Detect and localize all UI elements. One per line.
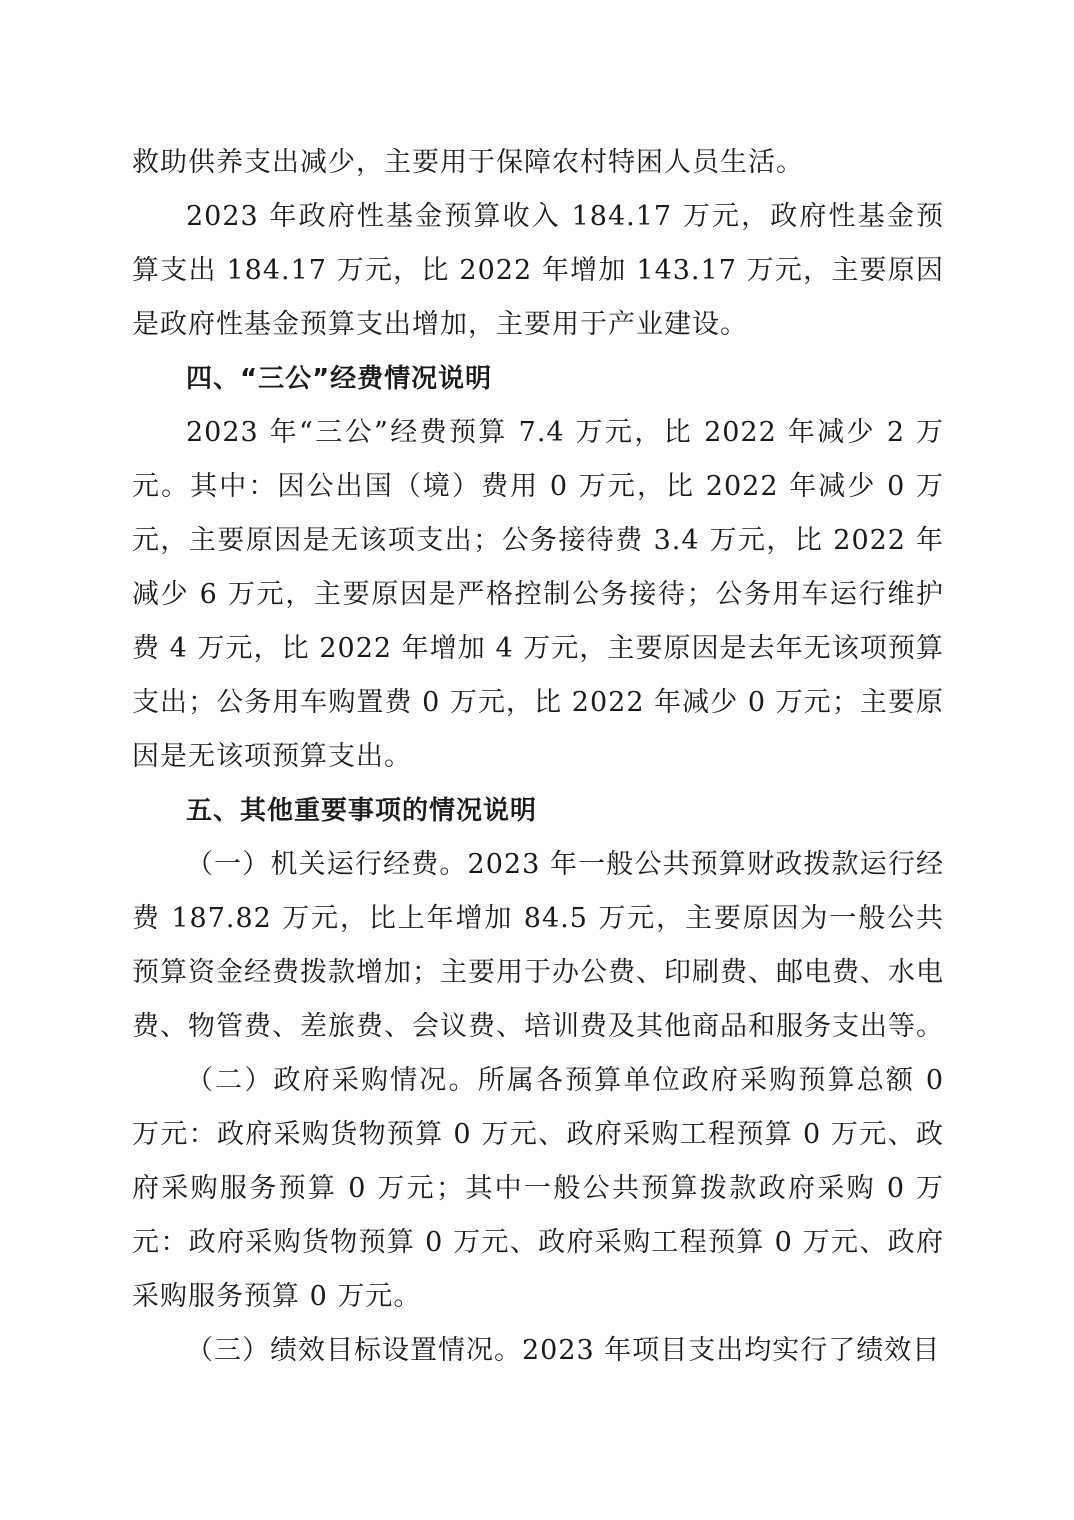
paragraph-performance-targets: （三）绩效目标设置情况。2023 年项目支出均实行了绩效目 xyxy=(186,1335,941,1366)
section-heading-other-matters: 五、其他重要事项的情况说明 xyxy=(186,796,538,826)
paragraph-government-procurement: （二）政府采购情况。所属各预算单位政府采购预算总额 0 万元：政府采购货物预算 0 万元、政府采购工程预算 0 万元、政府采购服务预算 0 万元；其中一般公共预算拨款政府采购 0 万元：政府采购货物预算 0 万元、政府采购工程预算 0 万元、政府采购服务预算 0 万元。 xyxy=(132,1065,944,1312)
paragraph-operating-expenses: （一）机关运行经费。2023 年一般公共预算财政拨款运行经费 187.82 万元，比上年增加 84.5 万元，主要原因为一般公共预算资金经费拨款增加；主要用于办公费、印刷费、邮电费、水电费、物管费、差旅费、会议费、培训费及其他商品和服务支出等。 xyxy=(132,849,944,1042)
section-heading-three-public: 四、“三公”经费情况说明 xyxy=(186,364,493,394)
document-body xyxy=(132,136,944,1378)
paragraph-government-fund: 2023 年政府性基金预算收入 184.17 万元，政府性基金预算支出 184.17 万元，比 2022 年增加 143.17 万元，主要原因是政府性基金预算支出增加，主要用于产业建设。 xyxy=(132,201,944,340)
paragraph-continuation: 救助供养支出减少，主要用于保障农村特困人员生活。 xyxy=(132,147,804,178)
paragraph-three-public-expenses: 2023 年“三公”经费预算 7.4 万元，比 2022 年减少 2 万元。其中：因公出国（境）费用 0 万元，比 2022 年减少 0 万元，主要原因是无该项支出；公务接待费 3.4 万元，比 2022 年减少 6 万元，主要原因是严格控制公务接待；公务用车运行维护费 4 万元，比 2022 年增加 4 万元，主要原因是去年无该项预算支出；公务用车购置费 0 万元，比 2022 年减少 0 万元；主要原因是无该项预算支出。 xyxy=(132,417,944,772)
